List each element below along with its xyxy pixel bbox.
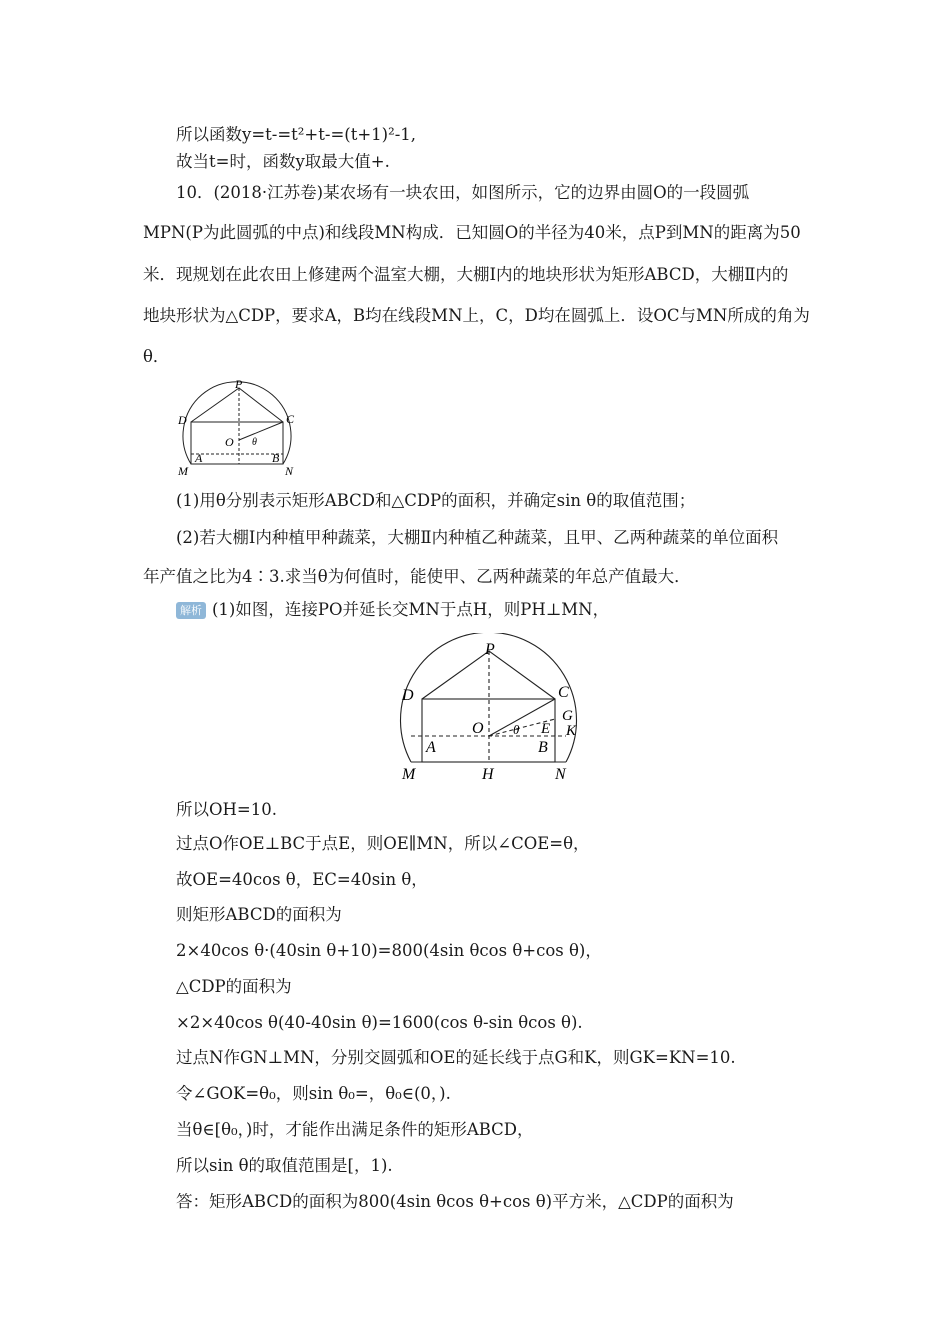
- fig2-label-o: O: [472, 720, 484, 737]
- solution-line-12: 所以sin θ的取值范围是[，1).: [176, 1156, 393, 1175]
- fig2-label-p: P: [485, 641, 495, 658]
- solution-line-4: 故OE=40cos θ，EC=40sin θ，: [176, 870, 428, 889]
- fig1-label-b: B: [272, 451, 280, 465]
- solution-line-5: 则矩形ABCD的面积为: [176, 905, 342, 924]
- fig2-label-theta: θ: [513, 722, 520, 737]
- figure-2-diagram: [398, 633, 598, 781]
- fig1-label-o: O: [225, 435, 234, 449]
- intro-line-1: 所以函数y=t-=t²+t-=(t+1)²-1,: [176, 125, 417, 144]
- intro-line-2: 故当t=时，函数y取最大值+.: [176, 152, 390, 171]
- question-2-line-2: 年产值之比为4∶3.求当θ为何值时，能使甲、乙两种蔬菜的年总产值最大．: [143, 567, 691, 586]
- question-2-line-1: (2)若大棚Ⅰ内种植甲种蔬菜，大棚Ⅱ内种植乙种蔬菜，且甲、乙两种蔬菜的单位面积: [176, 528, 779, 547]
- figure-1-diagram: [168, 375, 308, 480]
- fig1-label-n: N: [285, 464, 294, 478]
- fig2-label-e: E: [541, 721, 551, 737]
- fig2-label-m: M: [402, 766, 416, 781]
- fig2-label-k: K: [566, 723, 577, 739]
- question-1: (1)用θ分别表示矩形ABCD和△CDP的面积，并确定sin θ的取值范围；: [176, 491, 696, 510]
- solution-line-2: 所以OH=10.: [176, 800, 277, 819]
- fig2-label-g: G: [562, 708, 573, 724]
- problem-line-3: 米．现规划在此农田上修建两个温室大棚，大棚Ⅰ内的地块形状为矩形ABCD，大棚Ⅱ内的: [143, 265, 789, 284]
- solution-line-7: △CDP的面积为: [176, 977, 292, 996]
- problem-heading: 10．(2018·江苏卷)某农场有一块农田，如图所示，它的边界由圆O的一段圆弧: [176, 183, 750, 202]
- solution-line-3: 过点O作OE⊥BC于点E，则OE∥MN，所以∠COE=θ，: [176, 834, 590, 853]
- fig2-label-h: H: [482, 766, 494, 781]
- fig1-label-m: M: [178, 464, 188, 478]
- solution-line-8: ×2×40cos θ(40-40sin θ)=1600(cos θ-sin θcos θ).: [176, 1013, 583, 1032]
- solution-line-1: (1)如图，连接PO并延长交MN于点H，则PH⊥MN，: [212, 600, 610, 619]
- fig1-label-theta: θ: [252, 437, 257, 448]
- fig1-label-c: C: [286, 412, 295, 426]
- solution-line-11: 当θ∈[θ₀，)时，才能作出满足条件的矩形ABCD，: [176, 1120, 534, 1139]
- solution-line-9: 过点N作GN⊥MN，分别交圆弧和OE的延长线于点G和K，则GK=KN=10.: [176, 1048, 736, 1067]
- fig2-label-d: D: [402, 687, 414, 704]
- solution-line-13: 答：矩形ABCD的面积为800(4sin θcos θ+cos θ)平方米，△CDP的面积为: [176, 1192, 734, 1211]
- solution-line-6: 2×40cos θ·(40sin θ+10)=800(4sin θcos θ+cos θ)，: [176, 941, 602, 960]
- fig1-label-d: D: [178, 413, 187, 427]
- fig2-label-c: C: [558, 684, 569, 701]
- solution-badge: 解析: [176, 602, 206, 619]
- solution-line-10: 令∠GOK=θ₀，则sin θ₀=，θ₀∈(0，).: [176, 1084, 451, 1103]
- fig2-label-a: A: [426, 739, 436, 756]
- fig1-label-p: P: [235, 377, 243, 391]
- fig2-label-n: N: [555, 766, 566, 781]
- problem-line-2: MPN(P为此圆弧的中点)和线段MN构成．已知圆O的半径为40米，点P到MN的距离为50: [143, 223, 801, 242]
- fig1-label-a: A: [195, 451, 203, 465]
- problem-line-4: 地块形状为△CDP，要求A，B均在线段MN上，C，D均在圆弧上．设OC与MN所成的角为: [143, 306, 810, 325]
- problem-line-5: θ．: [143, 347, 170, 366]
- fig2-label-b: B: [538, 739, 548, 756]
